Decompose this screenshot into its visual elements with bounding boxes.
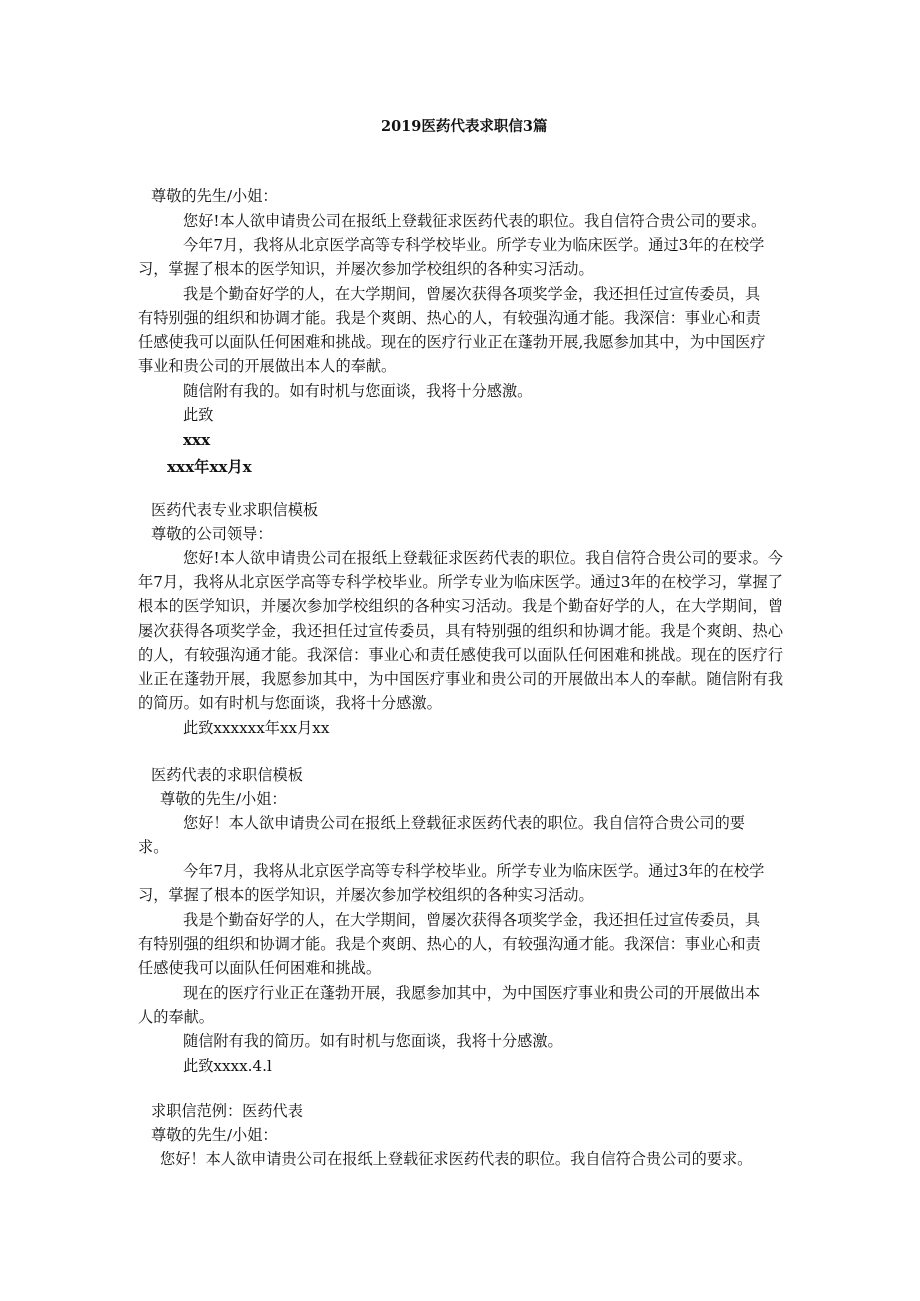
letter-3-paragraph-2-line-2: 习，掌握了根本的医学知识，并屡次参加学校组织的各种实习活动。 (138, 886, 594, 904)
letter-4-heading: 求职信范例：医药代表 (151, 1102, 303, 1120)
letter-3-paragraph-1-line-2: 求。 (138, 838, 169, 856)
letter-1-paragraph-3-line-3: 任感使我可以面队任何困难和挑战。现在的医疗行业正在蓬勃开展,我愿参加其中，为中国医疗 (138, 333, 766, 351)
letter-3-paragraph-3-line-3: 任感使我可以面队任何困难和挑战。 (138, 959, 381, 977)
letter-1-signature: xxx (183, 431, 211, 449)
letter-3-paragraph-4-line-2: 人的奉献。 (138, 1008, 214, 1026)
letter-3-paragraph-2-line-1: 今年7月，我将从北京医学高等专科学校毕业。所学专业为临床医学。通过3年的在校学 (183, 862, 765, 880)
letter-2-body: 您好!本人欲申请贵公司在报纸上登载征求医药代表的职位。我自信符合贵公司的要求。今年7月，我将从北京医学高等专科学校毕业。所学专业为临床医学。通过3年的在校学习，掌握了根本的医学知识，并屡次参加学校组织的各种实习活动。我是个勤奋好学的人，在大学期间，曾屡次获得各项奖学金，我还担任过宣传委员，具有特别强的组织和协调才能。我是个爽朗、热心的人，有较强沟通才能。我深信：事业心和责任感使我可以面队任何困难和挑战。现在的医疗行业正在蓬勃开展，我愿参加其中，为中国医疗事业和贵公司的开展做出本人的奉献。随信附有我的简历。如有时机与您面谈，我将十分感激。 (138, 549, 783, 713)
letter-1-paragraph-3-line-1: 我是个勤奋好学的人，在大学期间，曾屡次获得各项奖学金，我还担任过宣传委员，具 (183, 285, 761, 303)
letter-1-closing: 此致 (183, 406, 214, 424)
document-title: 2019医药代表求职信3篇 (381, 118, 548, 135)
letter-3-closing: 此致xxxx.4.l (183, 1057, 272, 1075)
letter-3-paragraph-5: 随信附有我的简历。如有时机与您面谈，我将十分感激。 (183, 1032, 563, 1050)
letter-2-heading: 医药代表专业求职信模板 (151, 501, 319, 519)
letter-1-paragraph-3-line-4: 事业和贵公司的开展做出本人的奉献。 (138, 357, 397, 375)
letter-2-salutation: 尊敬的公司领导： (151, 525, 273, 543)
letter-3-salutation: 尊敬的先生/小姐： (160, 790, 287, 808)
letter-1-salutation: 尊敬的先生/小姐： (151, 187, 278, 205)
letter-1-date: xxx年xx月x (167, 458, 252, 476)
letter-2-closing: 此致xxxxxx年xx月xx (183, 719, 330, 737)
letter-4-salutation: 尊敬的先生/小姐： (151, 1126, 278, 1144)
letter-1-paragraph-2-line-2: 习，掌握了根本的医学知识，并屡次参加学校组织的各种实习活动。 (138, 260, 594, 278)
letter-3-paragraph-1-line-1: 您好！本人欲申请贵公司在报纸上登载征求医药代表的职位。我自信符合贵公司的要 (183, 814, 745, 832)
letter-3-paragraph-3-line-1: 我是个勤奋好学的人，在大学期间，曾屡次获得各项奖学金，我还担任过宣传委员，具 (183, 911, 761, 929)
letter-1-paragraph-2-line-1: 今年7月，我将从北京医学高等专科学校毕业。所学专业为临床医学。通过3年的在校学 (183, 236, 765, 254)
letter-3-paragraph-4-line-1: 现在的医疗行业正在蓬勃开展，我愿参加其中，为中国医疗事业和贵公司的开展做出本 (183, 984, 761, 1002)
letter-1-paragraph-3-line-2: 有特别强的组织和协调才能。我是个爽朗、热心的人，有较强沟通才能。我深信：事业心和责 (138, 309, 761, 327)
letter-1-paragraph-4: 随信附有我的。如有时机与您面谈，我将十分感激。 (183, 382, 533, 400)
letter-3-paragraph-3-line-2: 有特别强的组织和协调才能。我是个爽朗、热心的人，有较强沟通才能。我深信：事业心和责 (138, 935, 761, 953)
letter-4-paragraph-1: 您好！本人欲申请贵公司在报纸上登载征求医药代表的职位。我自信符合贵公司的要求。 (160, 1150, 753, 1168)
letter-3-heading: 医药代表的求职信模板 (151, 766, 303, 784)
letter-1-paragraph-1: 您好!本人欲申请贵公司在报纸上登载征求医药代表的职位。我自信符合贵公司的要求。 (183, 212, 767, 230)
